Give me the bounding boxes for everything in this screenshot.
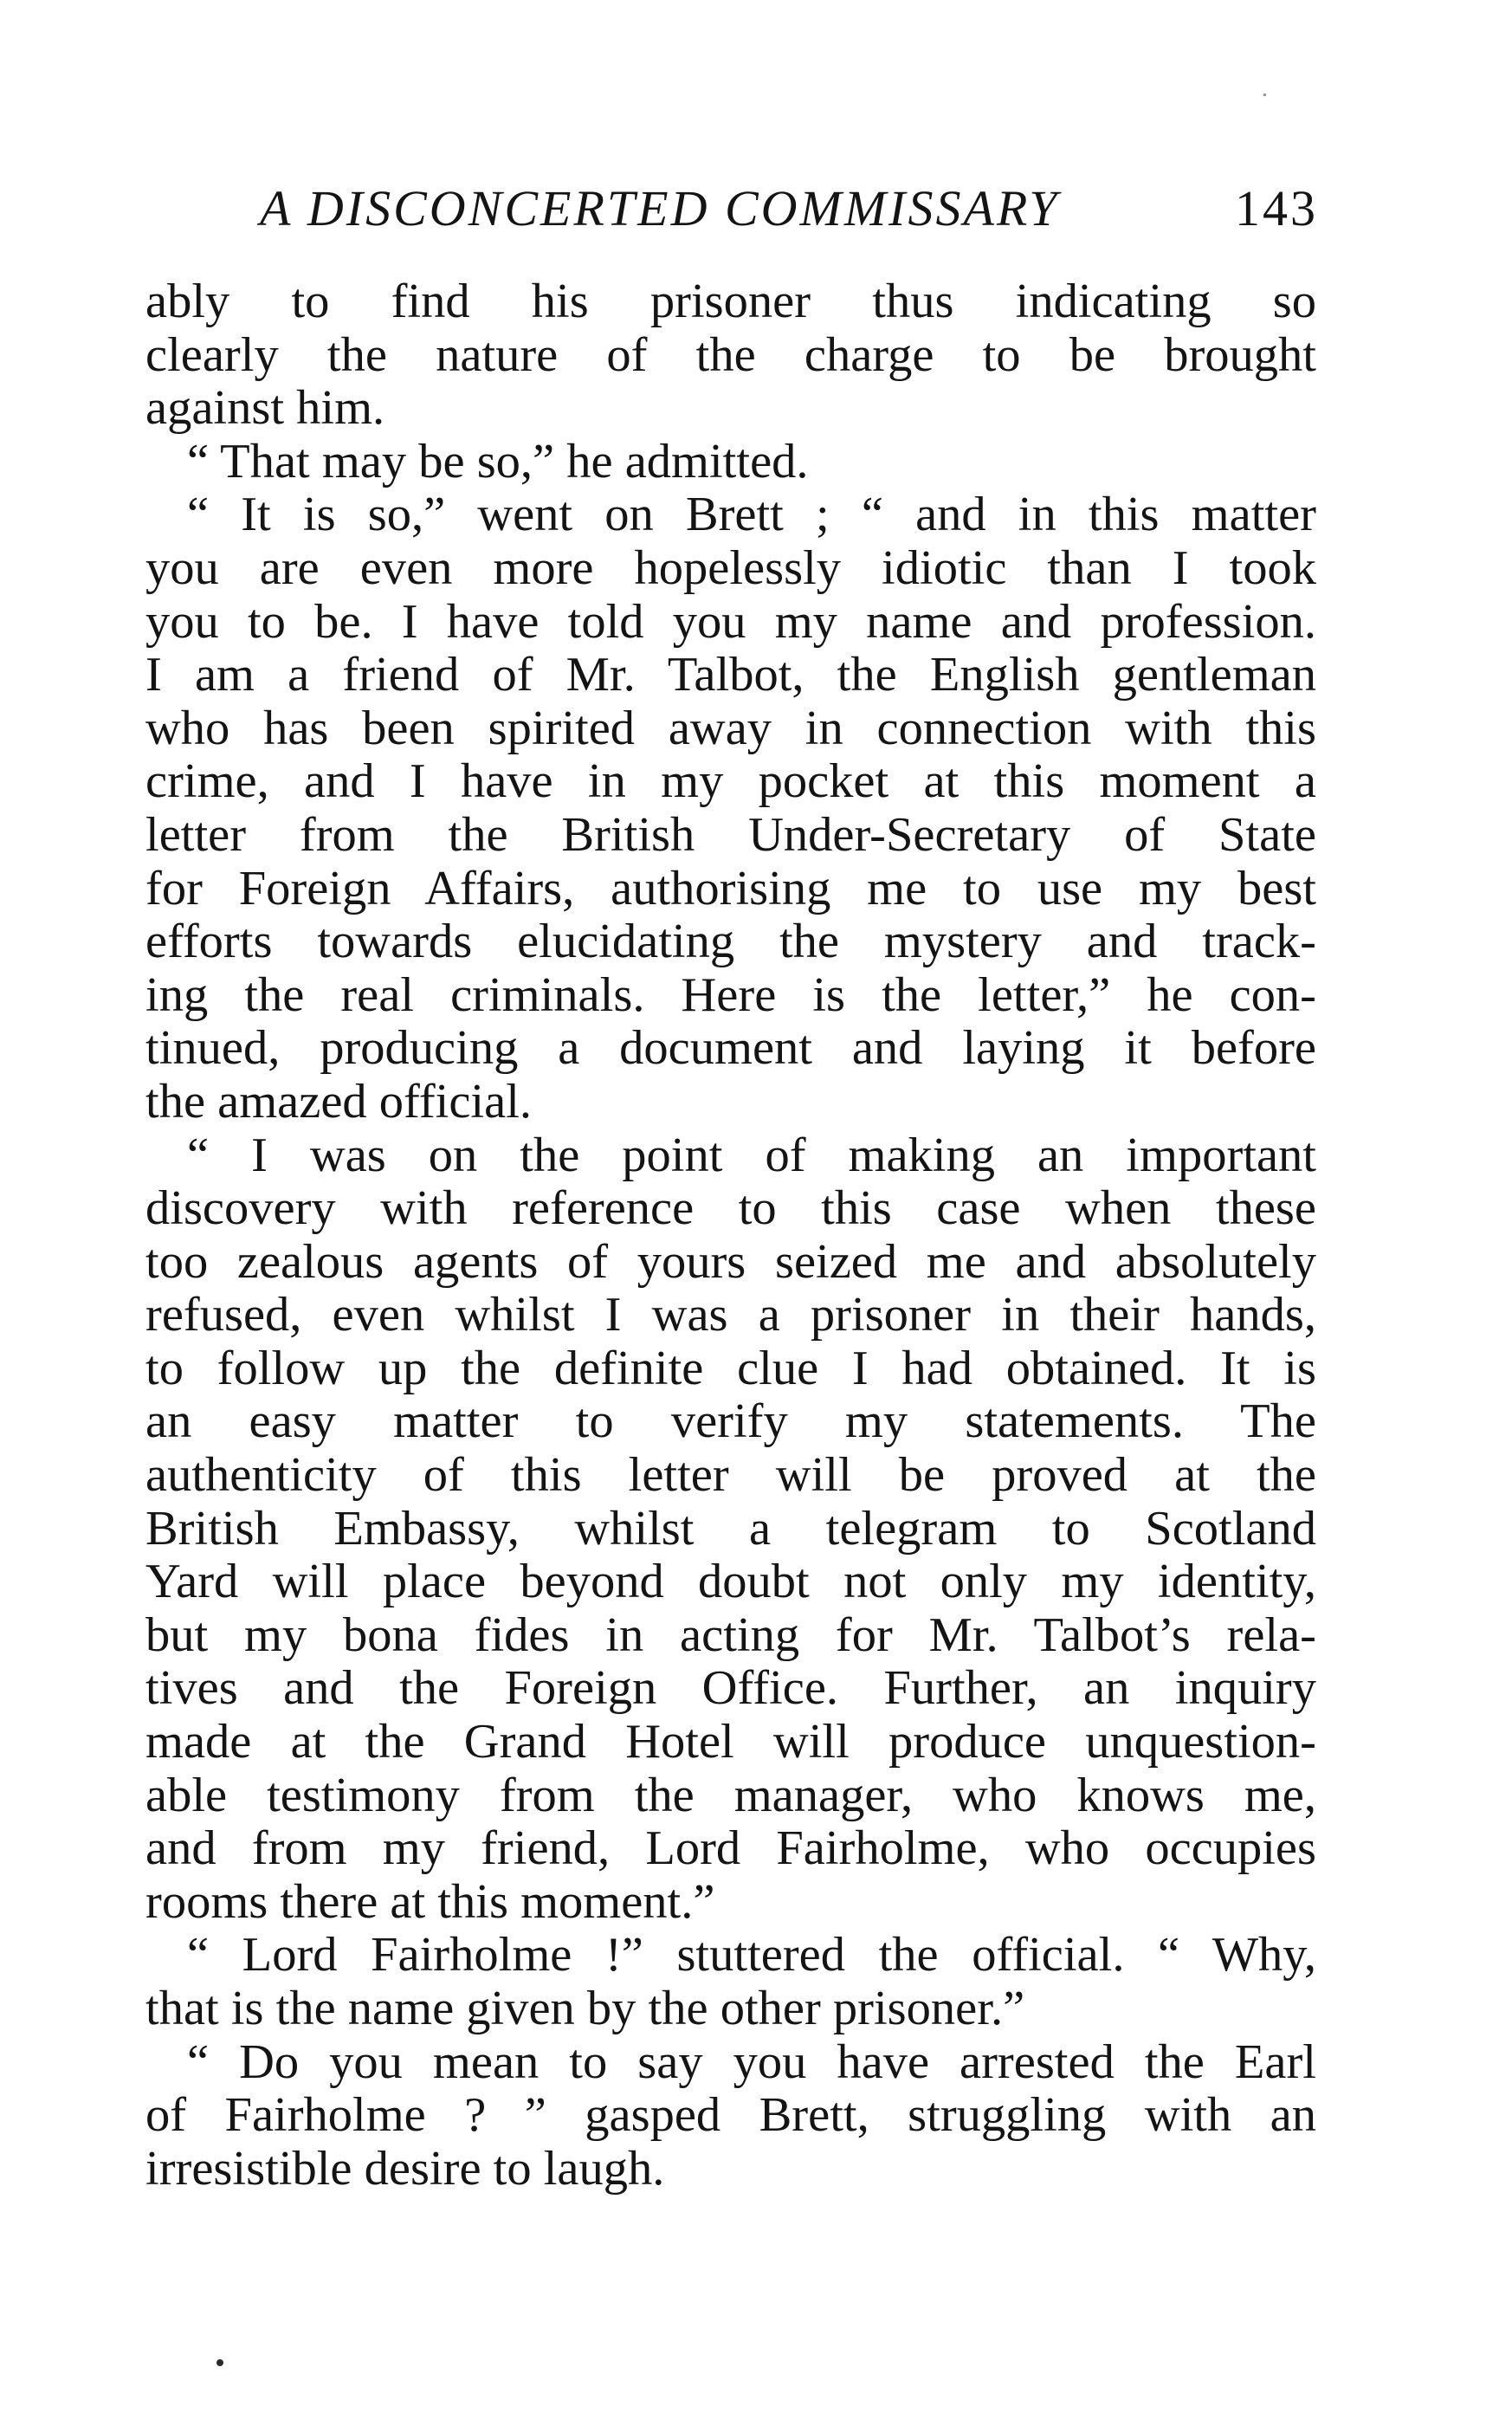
text-line: against him. (145, 382, 385, 436)
running-head (260, 170, 1318, 248)
text-line: refused, even whilst I was a prisoner in their hands, (145, 1289, 1316, 1342)
text-line: authenticity of this letter will be proved at the (145, 1449, 1316, 1503)
text-line: you to be. I have told you my name and profession. (145, 595, 1316, 649)
text-line: able testimony from the manager, who knows me, (145, 1769, 1316, 1822)
body-text (145, 275, 1316, 2196)
text-line: “ Lord Fairholme !” stuttered the official. “ Why, (187, 1929, 1316, 1982)
text-line: who has been spirited away in connection with this (145, 702, 1316, 755)
text-line: clearly the nature of the charge to be brought (145, 328, 1316, 382)
text-line: tinued, producing a document and laying it before (145, 1022, 1316, 1076)
paragraph (145, 1129, 1316, 1930)
text-line: British Embassy, whilst a telegram to Scotland (145, 1502, 1316, 1556)
text-line: an easy matter to verify my statements. The (145, 1395, 1316, 1449)
text-line: crime, and I have in my pocket at this moment a (145, 755, 1316, 809)
text-line: I am a friend of Mr. Talbot, the English gentleman (145, 649, 1316, 702)
text-line: irresistible desire to laugh. (145, 2142, 665, 2196)
text-line: that is the name given by the other prisoner.” (145, 1982, 1025, 2035)
paragraph (145, 275, 1316, 436)
text-line: the amazed official. (145, 1075, 533, 1129)
paragraph (145, 2036, 1316, 2196)
text-line: Yard will place beyond doubt not only my identity, (145, 1556, 1316, 1609)
text-line: to follow up the definite clue I had obtained. It is (145, 1342, 1316, 1395)
text-line: ably to find his prisoner thus indicating so (145, 275, 1316, 328)
paragraph (145, 436, 1316, 489)
text-line: discovery with reference to this case when these (145, 1182, 1316, 1236)
text-line: tives and the Foreign Office. Further, an inquiry (145, 1662, 1316, 1716)
text-line: ing the real criminals. Here is the letter,” he con- (145, 968, 1316, 1022)
text-line: too zealous agents of yours seized me and absolutely (145, 1235, 1316, 1289)
text-line: and from my friend, Lord Fairholme, who occupies (145, 1822, 1316, 1876)
paragraph (145, 488, 1316, 1129)
text-line: made at the Grand Hotel will produce unquestion- (145, 1716, 1316, 1769)
page-number: 143 (1235, 180, 1318, 236)
scan-speck-top (1263, 94, 1266, 96)
text-line: “ That may be so,” he admitted. (187, 435, 809, 488)
text-line: you are even more hopelessly idiotic than I took (145, 541, 1316, 595)
text-line: but my bona fides in acting for Mr. Talbot’s rela- (145, 1608, 1316, 1662)
text-line: letter from the British Under-Secretary of State (145, 808, 1316, 862)
text-line: rooms there at this moment.” (145, 1875, 715, 1929)
text-line: for Foreign Affairs, authorising me to use my best (145, 862, 1316, 915)
text-line: of Fairholme ? ” gasped Brett, struggling with an (145, 2089, 1316, 2143)
text-line: “ Do you mean to say you have arrested the Earl (187, 2035, 1316, 2089)
text-line: efforts towards elucidating the mystery and track- (145, 915, 1316, 969)
scan-speck-bottom (216, 2359, 223, 2366)
paragraph (145, 1929, 1316, 2035)
running-title: A DISCONCERTED COMMISSARY (260, 180, 1060, 236)
text-line: “ It is so,” went on Brett ; “ and in this matter (187, 488, 1316, 542)
text-line: “ I was on the point of making an important (187, 1129, 1316, 1182)
